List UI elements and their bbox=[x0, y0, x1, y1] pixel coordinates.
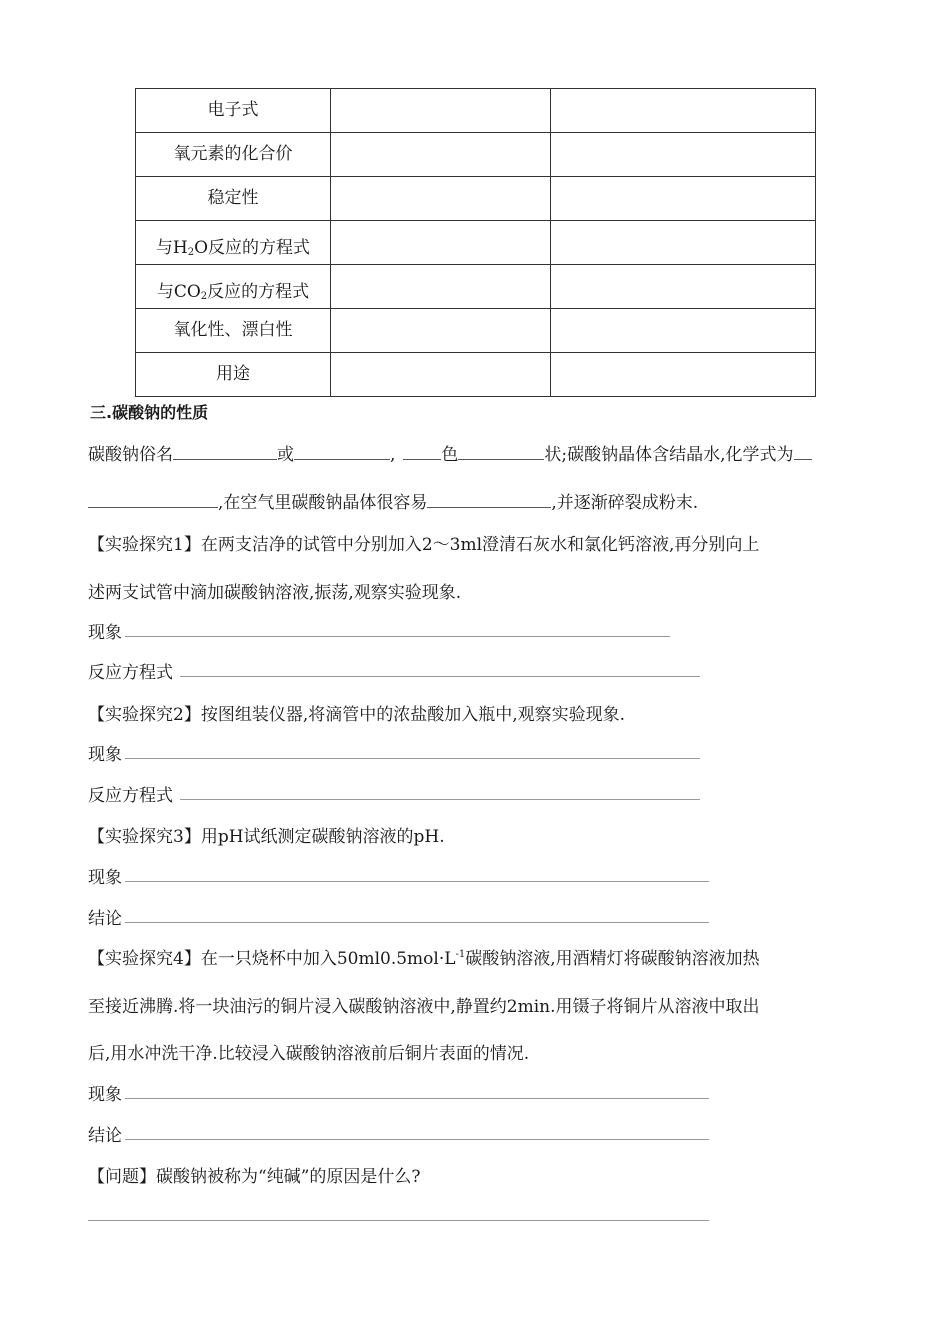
phenomenon-label: 现象 bbox=[88, 623, 122, 643]
text: 或 bbox=[277, 445, 294, 465]
conclusion-label: 结论 bbox=[88, 909, 122, 929]
answer-cell[interactable] bbox=[331, 353, 551, 397]
equation-label: 反应方程式 bbox=[88, 663, 173, 683]
answer-cell[interactable] bbox=[331, 221, 551, 265]
answer-line[interactable] bbox=[180, 799, 700, 800]
answer-cell[interactable] bbox=[551, 221, 816, 265]
row-label-cell bbox=[136, 177, 331, 221]
answer-cell[interactable] bbox=[331, 265, 551, 309]
paragraph-line bbox=[88, 488, 698, 513]
phenomenon-label: 现象 bbox=[88, 1085, 122, 1105]
conclusion-label: 结论 bbox=[88, 1126, 122, 1146]
section-heading: 三.碳酸钠的性质 bbox=[90, 403, 209, 422]
paragraph-line bbox=[88, 440, 812, 465]
row-label: 氧化性、漂白性 bbox=[173, 320, 293, 340]
row-label-cell bbox=[136, 221, 331, 265]
answer-cell[interactable] bbox=[551, 133, 816, 177]
question-line: 【问题】碳酸钠被称为“纯碱”的原因是什么? bbox=[88, 1167, 421, 1187]
experiment-4-line: 至接近沸腾.将一块油污的铜片浸入碳酸钠溶液中,静置约2min.用镊子将铜片从溶液中取出 bbox=[88, 997, 760, 1017]
row-label-cell bbox=[136, 89, 331, 133]
table-row bbox=[136, 133, 816, 177]
answer-line[interactable] bbox=[125, 1139, 709, 1140]
experiment-2-line: 【实验探究2】按图组装仪器,将滴管中的浓盐酸加入瓶中,观察实验现象. bbox=[88, 705, 626, 725]
answer-cell[interactable] bbox=[331, 177, 551, 221]
text: , bbox=[390, 445, 396, 465]
answer-line[interactable] bbox=[125, 881, 709, 882]
label-text: 反应的方程式 bbox=[207, 282, 310, 302]
experiment-1-line: 【实验探究1】在两支洁净的试管中分别加入2～3ml澄清石灰水和氯化钙溶液,再分别向上 bbox=[88, 535, 760, 555]
text: 碳酸钠俗名 bbox=[88, 445, 173, 465]
answer-line[interactable] bbox=[125, 1098, 709, 1099]
text: ,在空气里碳酸钠晶体很容易 bbox=[218, 493, 428, 513]
phenomenon-label: 现象 bbox=[88, 868, 122, 888]
experiment-4-line bbox=[88, 944, 760, 969]
table-row bbox=[136, 89, 816, 133]
table-row bbox=[136, 265, 816, 309]
answer-cell[interactable] bbox=[331, 89, 551, 133]
answer-cell[interactable] bbox=[331, 133, 551, 177]
experiment-1-line: 述两支试管中滴加碳酸钠溶液,振荡,观察实验现象. bbox=[88, 583, 462, 603]
fill-blank[interactable] bbox=[403, 442, 441, 460]
text: 状;碳酸钠晶体含结晶水,化学式为 bbox=[544, 445, 794, 465]
table-row bbox=[136, 309, 816, 353]
label-text: O反应的方程式 bbox=[194, 238, 311, 258]
answer-cell[interactable] bbox=[551, 177, 816, 221]
row-label: 用途 bbox=[216, 364, 250, 384]
answer-cell[interactable] bbox=[551, 265, 816, 309]
row-label-cell bbox=[136, 265, 331, 309]
table-row bbox=[136, 353, 816, 397]
row-label-cell bbox=[136, 309, 331, 353]
row-label: 氧元素的化合价 bbox=[173, 144, 293, 164]
answer-line[interactable] bbox=[88, 1220, 709, 1221]
row-label: 稳定性 bbox=[207, 188, 259, 208]
label-text: 与H bbox=[155, 238, 188, 258]
experiment-3-line: 【实验探究3】用pH试纸测定碳酸钠溶液的pH. bbox=[88, 827, 445, 847]
subscript: 2 bbox=[187, 247, 195, 258]
phenomenon-label: 现象 bbox=[88, 745, 122, 765]
equation-label: 反应方程式 bbox=[88, 786, 173, 806]
fill-blank[interactable] bbox=[794, 442, 812, 460]
text: 【实验探究4】在一只烧杯中加入50ml0.5mol·L bbox=[88, 949, 456, 969]
row-label bbox=[156, 221, 310, 258]
row-label bbox=[157, 265, 309, 302]
answer-cell[interactable] bbox=[331, 309, 551, 353]
table-row bbox=[136, 221, 816, 265]
answer-line[interactable] bbox=[125, 636, 670, 637]
fill-blank[interactable] bbox=[458, 442, 544, 460]
fill-blank[interactable] bbox=[88, 490, 218, 508]
answer-line[interactable] bbox=[180, 676, 700, 677]
answer-cell[interactable] bbox=[551, 309, 816, 353]
experiment-4-line: 后,用水冲洗干净.比较浸入碳酸钠溶液前后铜片表面的情况. bbox=[88, 1044, 530, 1064]
answer-cell[interactable] bbox=[551, 89, 816, 133]
text: 色 bbox=[441, 445, 459, 465]
answer-line[interactable] bbox=[125, 758, 700, 759]
table-row bbox=[136, 177, 816, 221]
fill-blank[interactable] bbox=[294, 442, 390, 460]
answer-cell[interactable] bbox=[551, 353, 816, 397]
fill-blank[interactable] bbox=[173, 442, 277, 460]
subscript: 2 bbox=[200, 291, 208, 302]
fill-blank[interactable] bbox=[427, 490, 551, 508]
text: ,并逐渐碎裂成粉末. bbox=[551, 493, 699, 513]
answer-line[interactable] bbox=[125, 922, 709, 923]
properties-table bbox=[135, 88, 816, 397]
row-label-cell bbox=[136, 353, 331, 397]
superscript: -1 bbox=[455, 949, 466, 960]
label-text: 与CO bbox=[156, 282, 201, 302]
row-label: 电子式 bbox=[207, 100, 259, 120]
row-label-cell bbox=[136, 133, 331, 177]
text: 碳酸钠溶液,用酒精灯将碳酸钠溶液加热 bbox=[465, 949, 760, 969]
